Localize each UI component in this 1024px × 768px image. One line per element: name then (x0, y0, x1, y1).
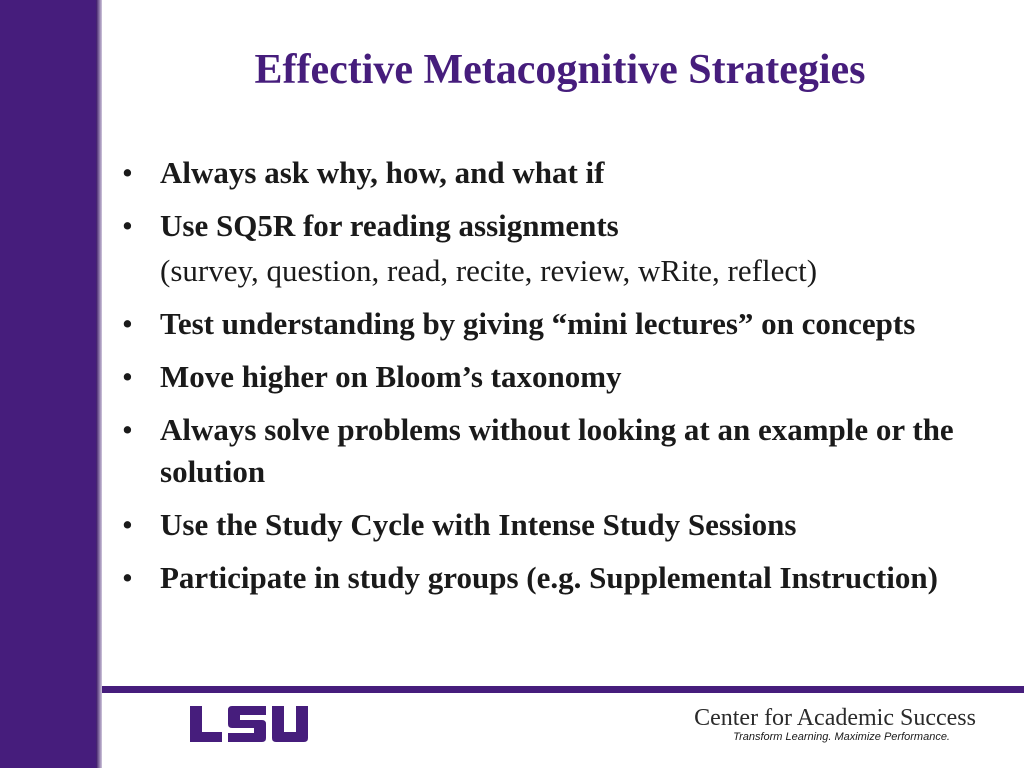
left-accent-bar-edge (96, 0, 102, 768)
bullet-item (118, 409, 998, 493)
bullet-text: Use SQ5R for reading assignments (160, 208, 619, 243)
organization-name: Center for Academic Success (694, 705, 976, 731)
bullet-text: Always solve problems without looking at an example or the solution (160, 412, 954, 489)
bullet-continuation (118, 250, 998, 292)
footer-divider (102, 686, 1024, 693)
slide-title: Effective Metacognitive Strategies (254, 47, 866, 93)
bullet-icon: • (122, 412, 133, 447)
bullet-text: Always ask why, how, and what if (160, 155, 605, 190)
lsu-logo (188, 704, 310, 744)
bullet-text: Test understanding by giving “mini lectures” on concepts (160, 306, 916, 341)
bullet-item (118, 303, 998, 345)
bullet-icon: • (122, 359, 133, 394)
bullet-item (118, 504, 998, 546)
bullet-text: Move higher on Bloom’s taxonomy (160, 359, 622, 394)
bullet-icon: • (122, 560, 133, 595)
bullet-text: Use the Study Cycle with Intense Study Sessions (160, 507, 797, 542)
organization-tagline: Transform Learning. Maximize Performance. (733, 731, 950, 743)
bullet-item (118, 557, 998, 599)
bullet-icon: • (122, 306, 133, 341)
bullet-icon: • (122, 155, 133, 190)
bullet-list (118, 152, 998, 610)
bullet-item (118, 356, 998, 398)
bullet-item (118, 152, 998, 194)
bullet-item (118, 205, 998, 247)
bullet-text: Participate in study groups (e.g. Supplemental Instruction) (160, 560, 938, 595)
bullet-subtext: (survey, question, read, recite, review, wRite, reflect) (160, 253, 818, 288)
bullet-icon: • (122, 208, 133, 243)
bullet-icon: • (122, 507, 133, 542)
left-accent-bar (0, 0, 96, 768)
